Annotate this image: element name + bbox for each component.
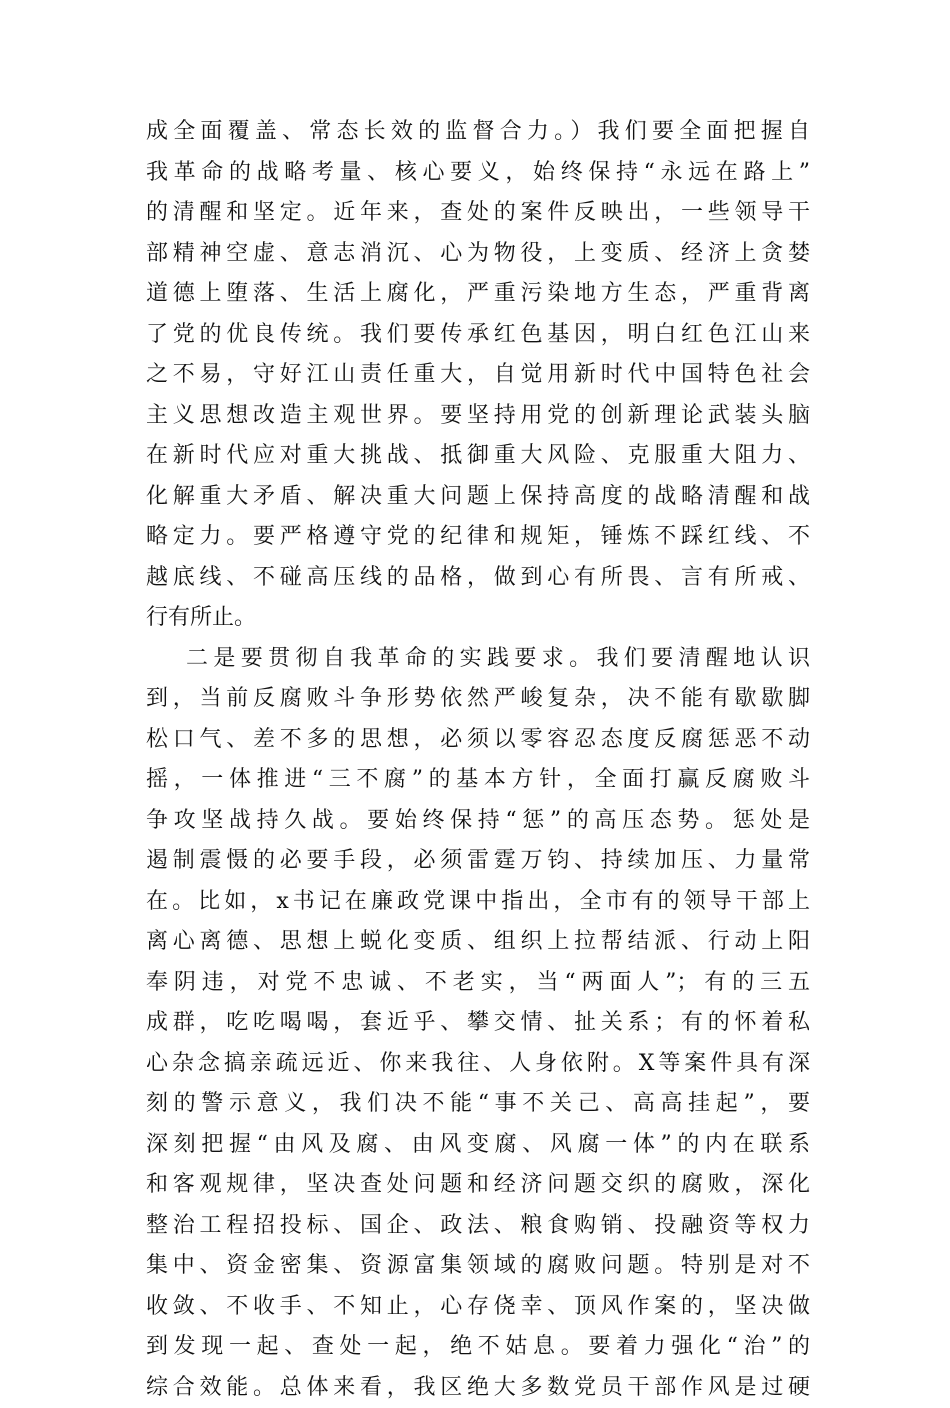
text-line: 之不易，守好江山责任重大，自觉用新时代中国特色社会 <box>146 355 810 396</box>
text-line: 摇，一体推进“三不腐”的基本方针，全面打赢反腐败斗 <box>146 760 810 801</box>
text-line: 了党的优良传统。我们要传承红色基因，明白红色江山来 <box>146 315 810 356</box>
text-line: 和客观规律，坚决查处问题和经济问题交织的腐败，深化 <box>146 1165 810 1206</box>
text-line: 行有所止。 <box>146 598 810 639</box>
text-line: 成全面覆盖、常态长效的监督合力。）我们要全面把握自 <box>146 112 810 153</box>
document-body <box>146 112 810 1408</box>
text-line: 部精神空虚、意志消沉、心为物役，上变质、经济上贪婪 <box>146 234 810 275</box>
text-line: 在。比如，x书记在廉政党课中指出，全市有的领导干部上 <box>146 882 810 923</box>
text-line: 刻的警示意义，我们决不能“事不关己、高高挂起”，要 <box>146 1084 810 1125</box>
text-line: 化解重大矛盾、解决重大问题上保持高度的战略清醒和战 <box>146 477 810 518</box>
text-line: 松口气、差不多的思想，必须以零容忍态度反腐惩恶不动 <box>146 720 810 761</box>
text-line: 略定力。要严格遵守党的纪律和规矩，锤炼不踩红线、不 <box>146 517 810 558</box>
text-line: 成群，吃吃喝喝，套近乎、攀交情、扯关系；有的怀着私 <box>146 1003 810 1044</box>
text-line: 主义思想改造主观世界。要坚持用党的创新理论武装头脑 <box>146 396 810 437</box>
paragraph-start-line: 二是要贯彻自我革命的实践要求。我们要清醒地认识 <box>146 639 810 680</box>
text-line: 的清醒和坚定。近年来，查处的案件反映出，一些领导干 <box>146 193 810 234</box>
text-line: 离心离德、思想上蜕化变质、组织上拉帮结派、行动上阳 <box>146 922 810 963</box>
text-line: 我革命的战略考量、核心要义，始终保持“永远在路上” <box>146 153 810 194</box>
text-line: 遏制震慑的必要手段，必须雷霆万钧、持续加压、力量常 <box>146 841 810 882</box>
text-line: 奉阴违，对党不忠诚、不老实，当“两面人”；有的三五 <box>146 963 810 1004</box>
text-line: 道德上堕落、生活上腐化，严重污染地方生态，严重背离 <box>146 274 810 315</box>
text-line: 集中、资金密集、资源富集领域的腐败问题。特别是对不 <box>146 1246 810 1287</box>
text-line: 深刻把握“由风及腐、由风变腐、风腐一体”的内在联系 <box>146 1125 810 1166</box>
text-line: 争攻坚战持久战。要始终保持“惩”的高压态势。惩处是 <box>146 801 810 842</box>
text-line: 越底线、不碰高压线的品格，做到心有所畏、言有所戒、 <box>146 558 810 599</box>
text-line: 在新时代应对重大挑战、抵御重大风险、克服重大阻力、 <box>146 436 810 477</box>
text-line: 到发现一起、查处一起，绝不姑息。要着力强化“治”的 <box>146 1327 810 1368</box>
text-line: 综合效能。总体来看，我区绝大多数党员干部作风是过硬 <box>146 1368 810 1408</box>
text-line: 整治工程招投标、国企、政法、粮食购销、投融资等权力 <box>146 1206 810 1247</box>
text-line: 心杂念搞亲疏远近、你来我往、人身依附。X等案件具有深 <box>146 1044 810 1085</box>
text-line: 到，当前反腐败斗争形势依然严峻复杂，决不能有歇歇脚 <box>146 679 810 720</box>
text-line: 收敛、不收手、不知止，心存侥幸、顶风作案的，坚决做 <box>146 1287 810 1328</box>
